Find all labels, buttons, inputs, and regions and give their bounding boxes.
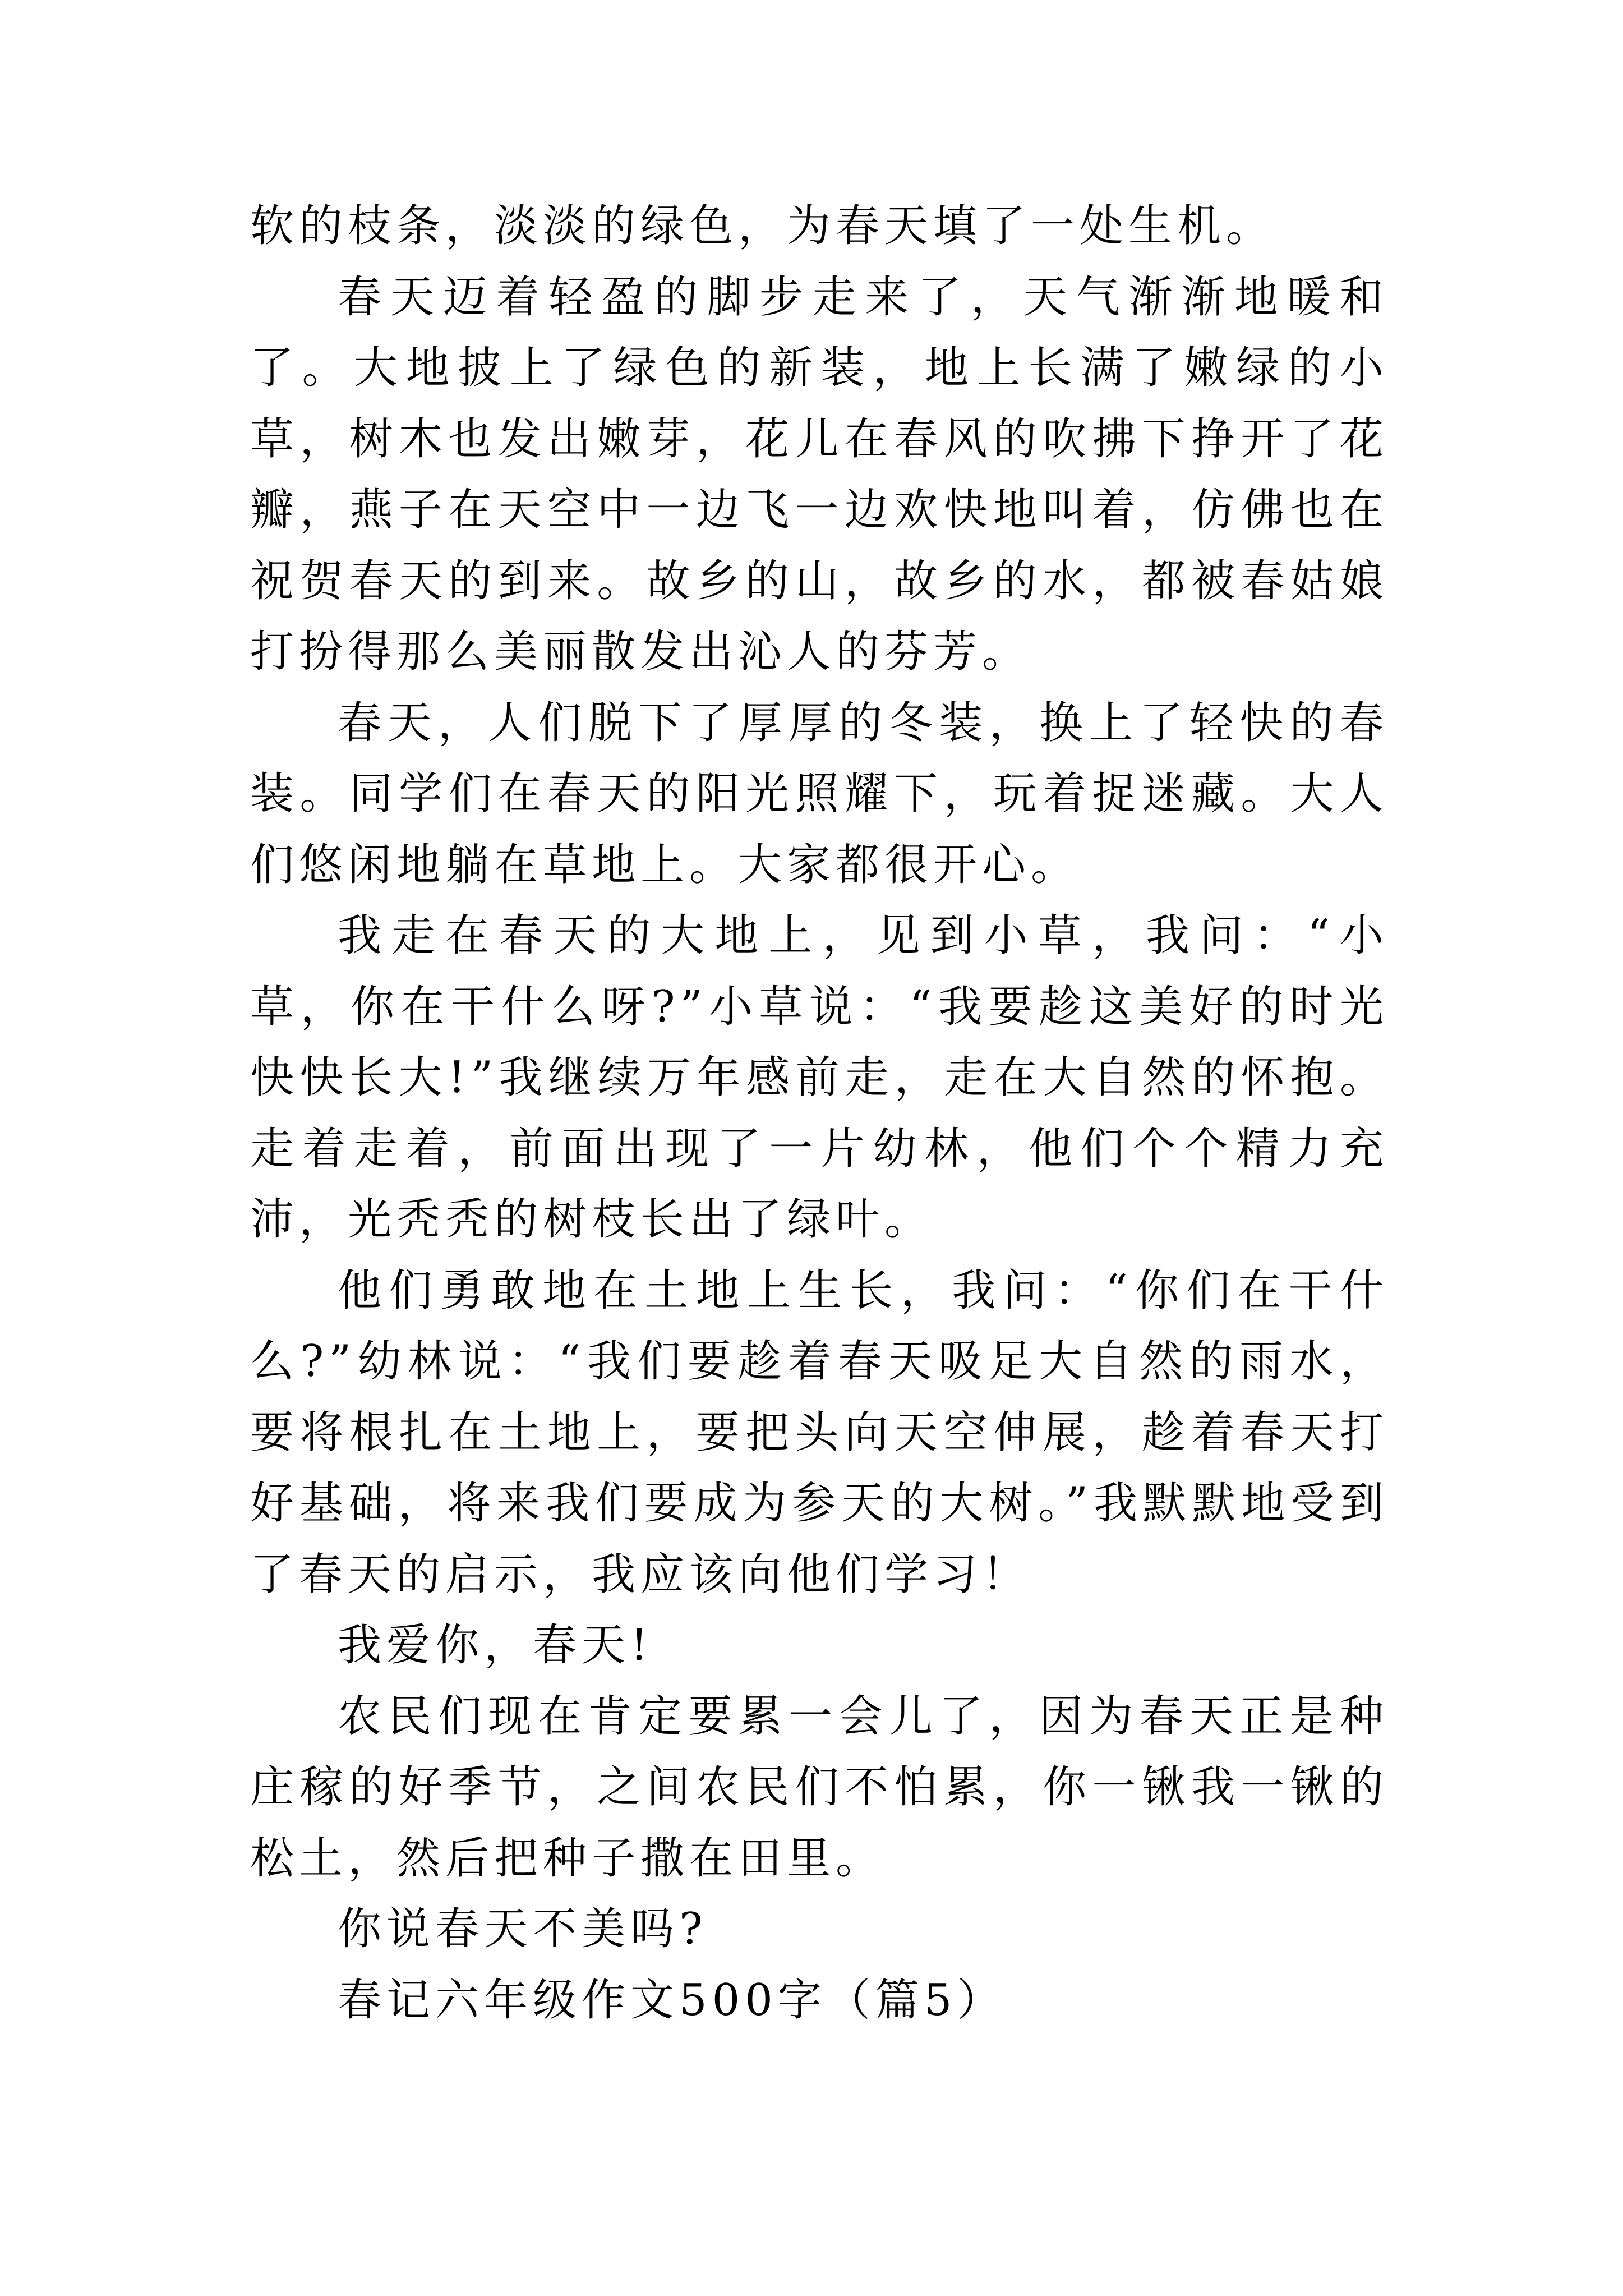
paragraph-6: 我爱你，春天! bbox=[338, 1620, 653, 1671]
paragraph-2: 春天迈着轻盈的脚步走来了，天气渐渐地暖和了。大地披上了绿色的新装，地上长满了嫩绿的小草，树木也发出嫩芽，花儿在春风的吹拂下挣开了花瓣，燕子在天空中一边飞一边欢快地叫着，仿佛也在祝贺春天的到来。故乡的山，故乡的水，都被春姑娘打扮得那么美丽散发出沁人的芬芳。 bbox=[250, 272, 1389, 677]
paragraph-4: 我走在春天的大地上，见到小草，我问：“小草，你在干什么呀?”小草说：“我要趁这美好的时光快快长大!”我继续万年感前走，走在大自然的怀抱。走着走着，前面出现了一片幼林，他们个个精力充沛，光秃秃的树枝长出了绿叶。 bbox=[250, 910, 1389, 1245]
paragraph-3: 春天，人们脱下了厚厚的冬装，换上了轻快的春装。同学们在春天的阳光照耀下，玩着捉迷藏。大人们悠闲地躺在草地上。大家都很开心。 bbox=[250, 697, 1389, 890]
paragraph-5: 他们勇敢地在土地上生长，我问：“你们在干什么?”幼林说：“我们要趁着春天吸足大自然的雨水，要将根扎在土地上，要把头向天空伸展，趁着春天打好基础，将来我们要成为参天的大树。”我默默地受到了春天的启示，我应该向他们学习！ bbox=[250, 1265, 1389, 1600]
paragraph-8: 你说春天不美吗? bbox=[338, 1904, 708, 1954]
section-heading: 春记六年级作文500字（篇5） bbox=[338, 1975, 1006, 2026]
paragraph-1: 软的枝条，淡淡的绿色，为春天填了一处生机。 bbox=[250, 201, 1275, 251]
paragraph-7: 农民们现在肯定要累一会儿了，因为春天正是种庄稼的好季节，之间农民们不怕累，你一锹我一锹的松土，然后把种子撒在田里。 bbox=[250, 1691, 1389, 1884]
essay-body bbox=[250, 191, 1389, 2036]
